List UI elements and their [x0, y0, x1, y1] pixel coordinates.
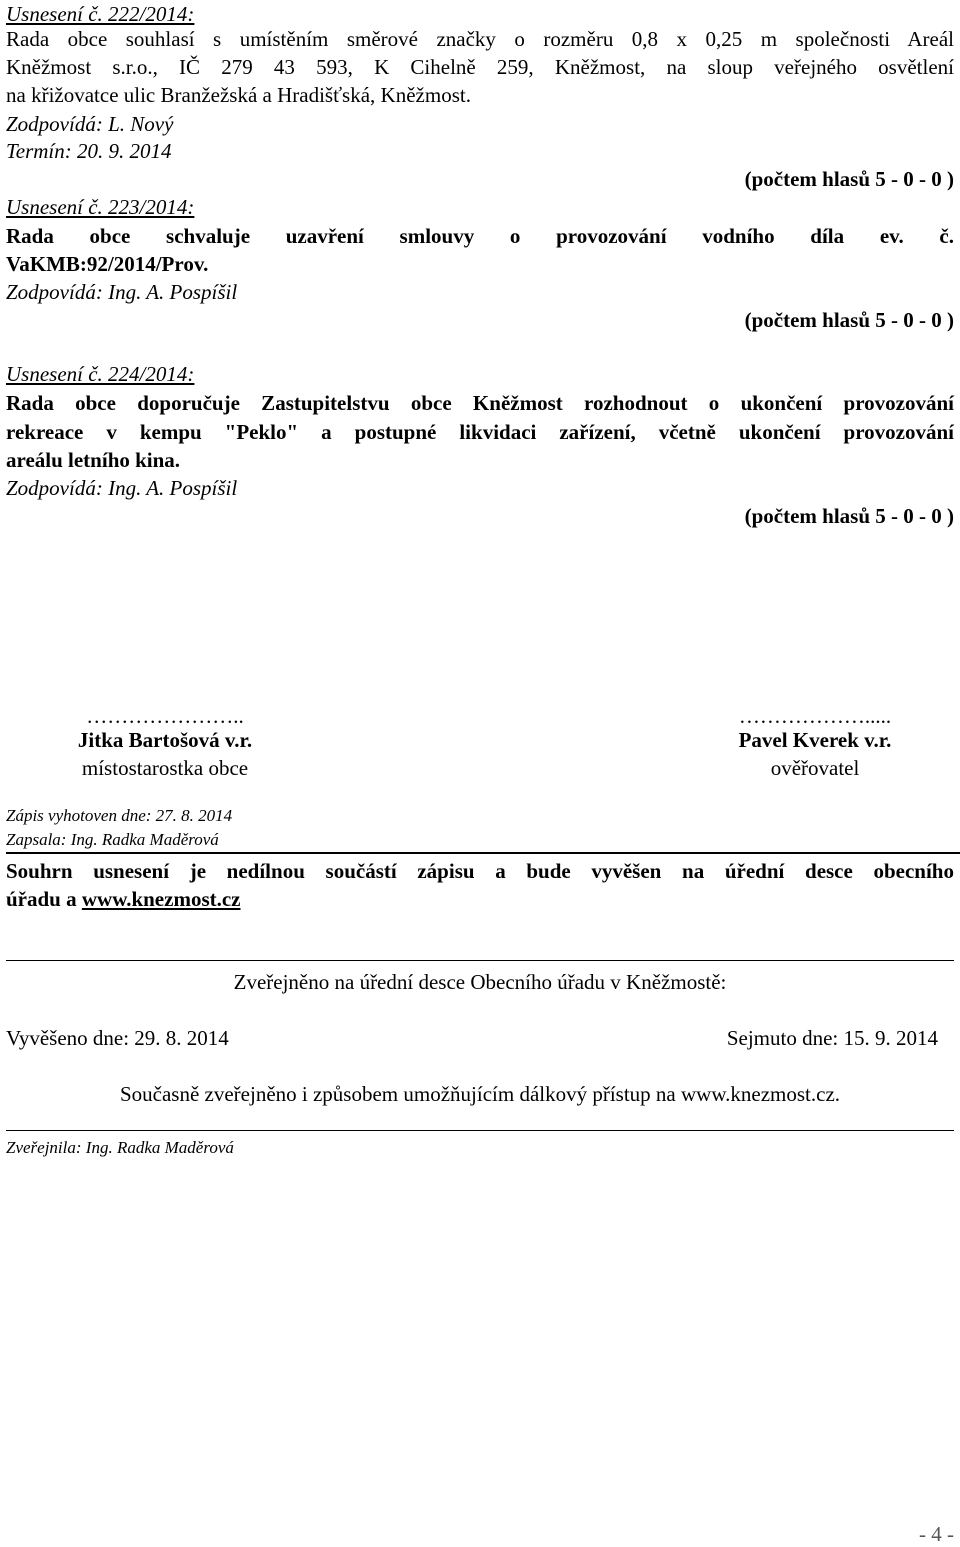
resolution-224-text-line-1: Rada obce doporučuje Zastupitelstvu obce Kněžmost rozhodnout o ukončení provozování [6, 391, 954, 415]
notice-top-rule [6, 960, 954, 961]
signature-left-role: místostarostka obce [81, 756, 249, 780]
signature-right-role: ověřovatel [770, 756, 860, 780]
website-link[interactable]: www.knezmost.cz [81, 887, 241, 911]
resolution-222-deadline: Termín: 20. 9. 2014 [6, 139, 172, 163]
notice-posted-date: Vyvěšeno dne: 29. 8. 2014 [6, 1026, 229, 1050]
summary-line-2 [6, 885, 241, 914]
summary-line-1: Souhrn usnesení je nedílnou součástí zápisu a bude vyvěšen na úřední desce obecního [6, 859, 954, 883]
resolution-222-heading: Usnesení č. 222/2014: [6, 2, 195, 26]
signature-right-dots: ………………..... [738, 704, 892, 728]
resolution-223-text-line-2: VaKMB:92/2014/Prov. [6, 252, 209, 276]
resolution-223-heading: Usnesení č. 223/2014: [6, 195, 195, 219]
signature-left-name: Jitka Bartošová v.r. [77, 728, 253, 752]
resolution-223-text-line-1: Rada obce schvaluje uzavření smlouvy o provozování vodního díla ev. č. [6, 224, 954, 248]
resolution-223-votes: (počtem hlasů 5 - 0 - 0 ) [744, 308, 954, 332]
resolution-224-text-line-3: areálu letního kina. [6, 448, 181, 472]
resolution-224-heading: Usnesení č. 224/2014: [6, 362, 195, 386]
notice-removed-date: Sejmuto dne: 15. 9. 2014 [726, 1026, 938, 1050]
resolution-223-responsible: Zodpovídá: Ing. A. Pospíšil [6, 280, 238, 304]
minutes-recorded-by: Zapsala: Ing. Radka Maděrová [6, 830, 219, 849]
resolution-224-votes: (počtem hlasů 5 - 0 - 0 ) [744, 504, 954, 528]
resolution-222-text-line-2: Kněžmost s.r.o., IČ 279 43 593, K Cihelně 259, Kněžmost, na sloup veřejného osvětlení [6, 55, 954, 79]
resolution-222-text-line-3: na křižovatce ulic Branžežská a Hradišťská, Kněžmost. [6, 83, 471, 107]
notice-title: Zveřejněno na úřední desce Obecního úřadu v Kněžmostě: [233, 970, 727, 994]
notice-published-by: Zveřejnila: Ing. Radka Maděrová [6, 1138, 234, 1157]
resolution-222-responsible: Zodpovídá: L. Nový [6, 112, 174, 136]
resolution-222-text-line-1: Rada obce souhlasí s umístěním směrové značky o rozměru 0,8 x 0,25 m společnosti Areál [6, 27, 954, 51]
resolution-224-responsible: Zodpovídá: Ing. A. Pospíšil [6, 476, 238, 500]
notice-bottom-rule [6, 1130, 954, 1131]
notice-remote-access: Současně zveřejněno i způsobem umožňujícím dálkový přístup na www.knezmost.cz. [119, 1082, 841, 1106]
resolution-224-text-line-2: rekreace v kempu "Peklo" a postupné likvidaci zařízení, včetně ukončení provozování [6, 420, 954, 444]
signature-left-dots: ………………….. [86, 704, 244, 728]
minutes-drawn-up: Zápis vyhotoven dne: 27. 8. 2014 [6, 806, 233, 825]
summary-line-2-text: úřadu a [6, 887, 82, 911]
page-number: - 4 - [919, 1522, 954, 1546]
signature-right-name: Pavel Kverek v.r. [738, 728, 892, 752]
resolution-222-votes: (počtem hlasů 5 - 0 - 0 ) [744, 167, 954, 191]
summary-top-rule [6, 852, 960, 854]
